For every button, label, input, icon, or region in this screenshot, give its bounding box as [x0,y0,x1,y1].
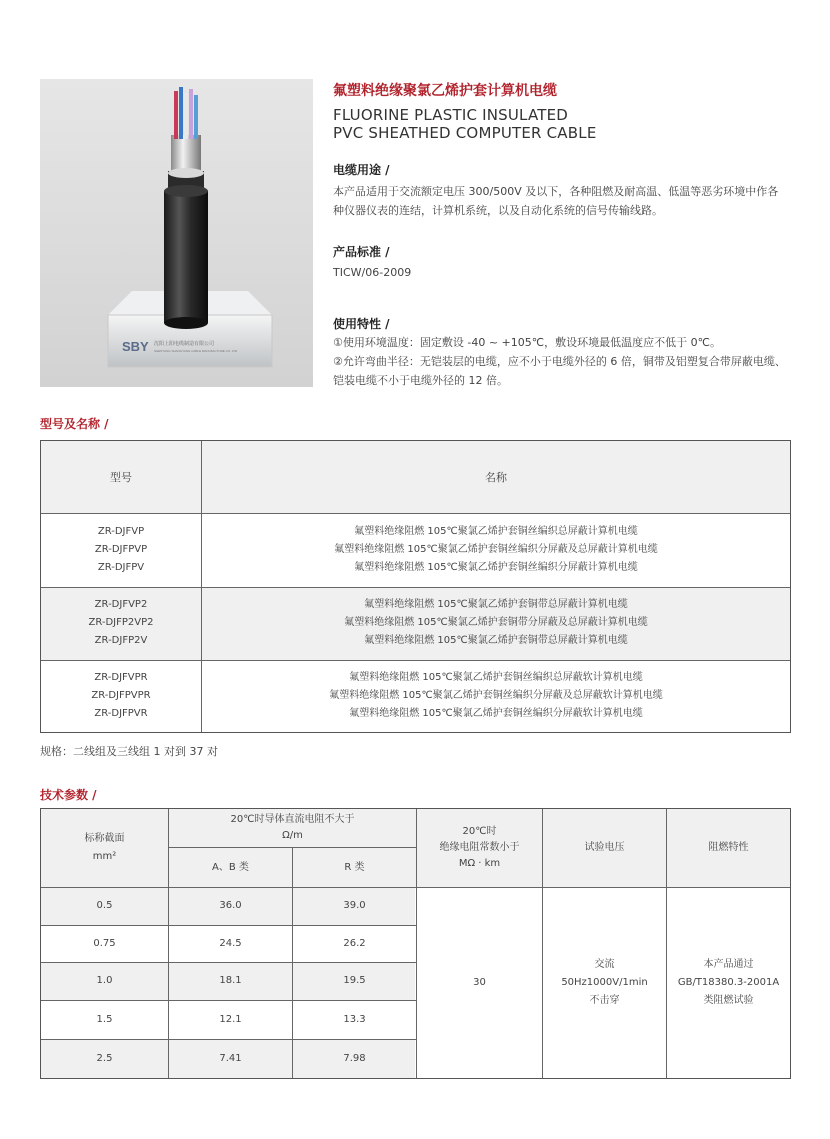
product-photo [40,79,313,387]
model-name: 氟塑料绝缘阻燃 105℃聚氯乙烯护套铜丝编织总屏蔽计算机电缆 [354,526,638,537]
cell-section: 0.75 [93,937,116,949]
cell-ab: 18.1 [219,975,242,986]
voltage-line2: 50Hz1000V/1min [561,976,648,988]
models-table [40,440,791,733]
voltage-line3: 不击穿 [589,994,620,1006]
insulation-value: 30 [473,976,486,988]
model-code: ZR-DJFP2V [94,635,148,646]
spec-note: 规格：二线组及三线组 1 对到 37 对 [40,745,218,758]
model-list [41,523,201,577]
model-code: ZR-DJFPVR [94,708,148,719]
model-group-2 [41,587,790,660]
grid-line [416,809,417,1078]
grid-line [41,887,790,888]
model-name: 氟塑料绝缘阻燃 105℃聚氯乙烯护套铜丝编织分屏蔽计算机电缆 [354,562,638,573]
cable-illustration [40,79,313,387]
voltage-line1: 交流 [594,958,615,970]
cell-r: 26.2 [343,937,366,949]
model-name: 氟塑料绝缘阻燃 105℃聚氯乙烯护套铜带分屏蔽及总屏蔽计算机电缆 [344,617,648,628]
flame-value [667,887,790,1078]
model-group-1 [41,514,790,587]
company-name-en: SHENYANG SHANGYANG CABLE MANUFACTURE CO.,LTD [154,349,238,353]
section-header [41,809,168,887]
model-name: 氟塑料绝缘阻燃 105℃聚氯乙烯护套铜丝编织总屏蔽软计算机电缆 [349,672,643,683]
title-en-line-2: PVC SHEATHED COMPUTER CABLE [333,124,597,142]
flame-line1: 本产品通过 [703,958,754,970]
title-en-line-1: FLUORINE PLASTIC INSULATED [333,106,569,124]
insulation-header-unit: MΩ · km [458,858,501,869]
cell-r: 39.0 [343,900,366,911]
ab-class-header: A、B 类 [212,861,249,873]
model-code: ZR-DJFVP [97,526,145,537]
grid-line [41,1000,416,1001]
model-name: 氟塑料绝缘阻燃 105℃聚氯乙烯护套铜丝编织分屏蔽及总屏蔽软计算机电缆 [329,690,663,701]
model-code: ZR-DJFPVPR [91,690,151,701]
standard-value: TICW/06-2009 [333,266,412,279]
model-code: ZR-DJFVPR [94,672,148,683]
resistance-header-unit: Ω/m [282,830,303,841]
section-header-line1: 标称截面 [84,833,125,844]
usage-heading: 电缆用途 / [333,163,390,177]
logo: SBY [122,339,149,354]
cell-ab: 12.1 [219,1013,242,1025]
grid-line [666,809,667,1078]
insulation-header-line2: 绝缘电阻常数小于 [439,842,520,853]
model-name: 氟塑料绝缘阻燃 105℃聚氯乙烯护套铜丝编织分屏蔽软计算机电缆 [349,708,643,719]
grid-line [542,809,543,1078]
resistance-header-line1: 20℃时导体直流电阻不大于 [230,814,355,825]
cell-ab: 24.5 [219,937,242,949]
cell-r: 13.3 [343,1013,366,1025]
flame-line3: 类阻燃试验 [703,994,754,1006]
flame-header: 阻燃特性 [708,842,749,853]
usage-text [333,182,778,220]
r-class-header: R 类 [344,861,365,873]
voltage-value [543,887,666,1078]
cell-section: 0.5 [96,900,113,911]
col-name-header: 名称 [485,471,507,484]
features-heading: 使用特性 / [333,317,390,331]
voltage-header: 试验电压 [584,842,625,853]
model-code: ZR-DJFP2VP2 [88,617,154,628]
cell-r: 7.98 [343,1052,366,1064]
page-title-cn: 氟塑料绝缘聚氯乙烯护套计算机电缆 [333,83,557,99]
features-text [333,333,786,390]
model-name-list [202,669,790,723]
cell-section: 1.0 [96,975,113,986]
section-header-unit: mm² [92,851,117,862]
model-list [41,596,201,650]
usage-line-1: 本产品适用于交流额定电压 300/500V 及以下，各种阻燃及耐高温、低温等恶劣环境中作各 [333,185,779,198]
flame-line2: GB/T18380.3-2001A [677,976,780,988]
cell-section: 1.5 [96,1013,113,1025]
model-name: 氟塑料绝缘阻燃 105℃聚氯乙烯护套铜带总屏蔽计算机电缆 [364,635,628,646]
resistance-header [169,809,416,847]
cell-section: 2.5 [96,1052,113,1064]
model-group-3 [41,660,790,733]
tech-heading: 技术参数 / [40,788,97,802]
model-name-list [202,523,790,577]
models-heading: 型号及名称 / [40,417,109,431]
features-line-3: 铠装电缆不小于电缆外径的 12 倍。 [333,374,508,387]
insulation-header-line1: 20℃时 [462,826,497,837]
model-name: 氟塑料绝缘阻燃 105℃聚氯乙烯护套铜带总屏蔽计算机电缆 [364,599,628,610]
cell-ab: 36.0 [219,900,242,911]
model-name: 氟塑料绝缘阻燃 105℃聚氯乙烯护套铜丝编织分屏蔽及总屏蔽计算机电缆 [334,544,658,555]
model-code: ZR-DJFPVP [94,544,148,555]
features-line-1: ①使用环境温度：固定敷设 -40 ~ +105℃，敷设环境最低温度应不低于 0℃。 [333,336,721,349]
standard-heading: 产品标准 / [333,245,390,259]
company-name-cn: 沈阳上阳电缆制造有限公司 [154,341,215,347]
usage-line-2: 种仪器仪表的连结，计算机系统，以及自动化系统的信号传输线路。 [333,204,663,217]
tech-table [40,808,791,1079]
col-model-header: 型号 [110,471,132,484]
models-table-header [41,441,790,514]
model-code: ZR-DJFPV [97,562,145,573]
grid-line [41,1039,416,1040]
insulation-header [417,809,542,887]
model-code: ZR-DJFVP2 [94,599,148,610]
grid-line [41,925,416,926]
features-line-2: ②允许弯曲半径：无铠装层的电缆，应不小于电缆外径的 6 倍，铜带及铝塑复合带屏蔽电缆、 [333,355,786,368]
grid-line [41,962,416,963]
page-title-en [333,106,597,142]
model-list [41,669,201,723]
column-divider [201,441,202,732]
grid-line [169,847,416,848]
model-name-list [202,596,790,650]
grid-line [168,809,169,1078]
cell-ab: 7.41 [219,1052,242,1064]
cell-r: 19.5 [343,975,366,986]
